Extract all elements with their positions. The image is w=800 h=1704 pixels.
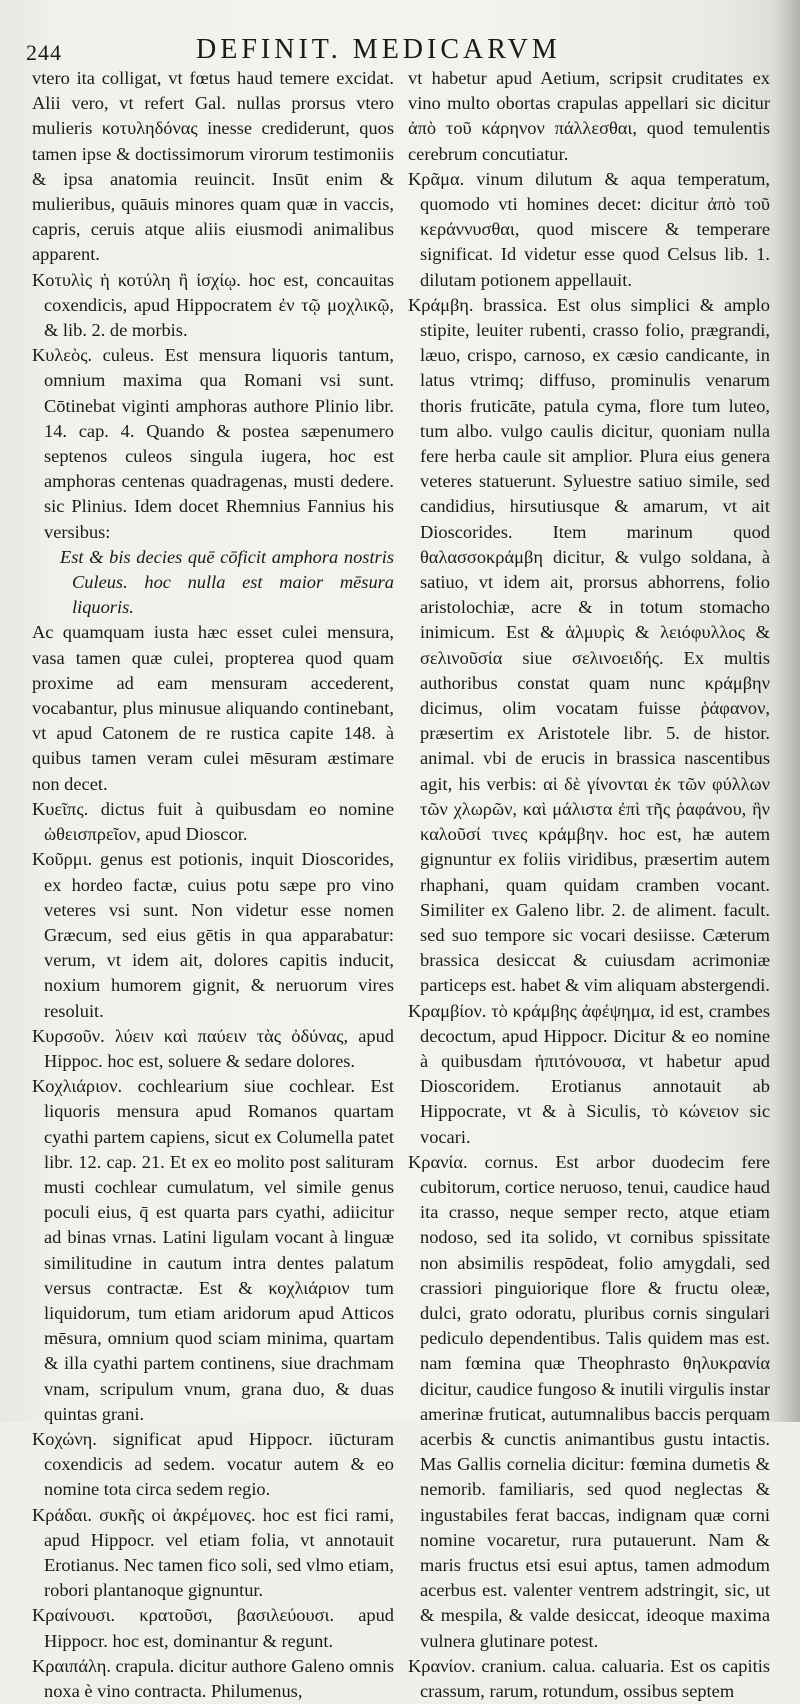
page-header [26, 32, 774, 66]
entry-krania: Κρανία. cornus. Est arbor duodecim fere cubitorum, cortice neruoso, tenui, caudice haud ita crasso, neque semper recto, atque etiam nodoso, sed ita solido, vt cornibus spissitate non absimilis respōdeat, folio amygdali, sed crassiori pinguiorique flore & fructu oleæ, dulci, grato odoratu, pluribus cornis singulari pediculo dependentibus. Talis quidem mas est. nam fœmina quæ Theophrasto θηλυκρανία dicitur, caudice fungoso & inutili virgulis instar amerinæ fruticat, autumnalibus baccis perquam acerbis & cunctis animantibus gustu intactis. Mas Gallis cornelia dicitur: fœmina dumetis & nemorib. familiaris, sed quod neglectas & ingustabiles ferat baccas, indignam quæ corni nomine vocaretur, rura putauerunt. Nam & maris fructus etsi esui aptus, tamen admodum acerbus est. valenter ventrem adstringit, sic, ut & mespila, & valde desiccat, ideoque maxima vulnera glutinare potest. [408, 1151, 770, 1651]
entry-kyleos: Κυλεὸς. culeus. Est mensura liquoris tantum, omnium maxima qua Romani vsi sunt. Cōtinebat viginti amphoras authore Plinio libr. 14. cap. 4. Quando & postea sæpenumero septenos culeos singula iugera, hoc est amphoras centenas quadragenas, musti dedere. sic Plinius. Idem docet Rhemnius Fannius his versibus: [32, 345, 394, 542]
page-number: 244 [26, 40, 62, 65]
entry-kochliarion: Κοχλιάριον. cochlearium siue cochlear. Est liquoris mensura apud Romanos quartam cyathi partem capiens, sicut ex Columella patet libr. 12. cap. 21. Et ex eo molito post salituram musti cochlear cumulatum, vel simile genus poculi eius, q̄ est quarta pars cyathi, adiicitur ad binas vrnas. Latini ligulam vocant à linguæ similitudine in cautum intra dentes palatum versus contractæ. Est & κοχλιάριον tum liquidorum, tum etiam aridorum apud Atticos mēsura, omnium quod sciam minima, quartam & illa cyathi partem continens, siue drachmam vnam, scripulum vnum, grana duo, & duas quintas grani. [32, 1076, 394, 1424]
paragraph: vt habetur apud Aetium, scripsit cruditates ex vino multo obortas crapulas appellari sic dicitur ἀπὸ τοῦ κάρηνον πάλλεσθαι, quod temulentis cerebrum concutiatur. [408, 68, 770, 164]
page-edge-shadow [774, 0, 800, 1422]
entry-kyrsoun: Κυρσοῦν. λύειν καὶ παύειν τὰς ὀδύνας, apud Hippoc. hoc est, soluere & sedare dolores. [32, 1025, 394, 1071]
entry-kotylis: Κοτυλὶς ἡ κοτύλη ἢ ἰσχίῳ. hoc est, concauitas coxendicis, apud Hippocratem ἐν τῷ μοχλικῷ, & lib. 2. de morbis. [32, 269, 394, 341]
paragraph: Ac quamquam iusta hæc esset culei mensura, vasa tamen quæ culei, propterea quod quam proxime ad eam mensuram accederent, vocabantur, plus minusue aliquando continebant, vt apud Catonem de re rustica capite 148. à quibus tamen veram culei mēsuram æstimare non decet. [32, 622, 394, 794]
left-column [32, 66, 394, 1701]
verse-quotation: Est & bis decies quē cōficit amphora nostris Culeus. hoc nulla est maior mēsura liquoris. [60, 546, 394, 618]
entry-krama: Κρᾶμα. vinum dilutum & aqua temperatum, quomodo vti homines decet: dicitur ἀπὸ τοῦ κεράννυσθαι, quod miscere & temperare significat. Id videtur esse quod Celsus lib. 1. dilutam potionem appellauit. [408, 168, 770, 290]
right-column [408, 66, 771, 1701]
entry-kradai: Κράδαι. συκῆς οἱ ἀκρέμονες. hoc est fici rami, apud Hippocr. vel etiam folia, vt annotauit Erotianus. Nec tamen fico soli, sed vlmo etiam, robori plantanoque gignuntur. [32, 1504, 394, 1601]
entry-krambe: Κράμβη. brassica. Est olus simplici & amplo stipite, leuiter rubenti, crasso folio, prægrandi, læuo, crispo, carnoso, ex cæsio candicante, in latus vtrimq; diffuso, prominulis venarum thoris fruticāte, patula cyma, flore tum luteo, tum albo. vulgo caulis dicitur, quoniam nulla fere herba caule sit amplior. Plura eius genera veteres statuerunt. Syluestre satiuo simile, sed candidius, hirsutiusque & amarum, vt ait Dioscorides. Item marinum quod θαλασσοκράμβη dicitur, & vulgo soldana, à satiuo, vt idem ait, prorsus abhorrens, folio aristolochiæ, acre & in totum stomacho inimicum. Est & ἁλμυρὶς & λειόφυλλος & σελινοῦσία siue σελινοειδής. Ex multis authoribus constat quam nunc κράμβην dicimus, olim vocatam fuisse ῥάφανον, præsertim ex Aristotele libr. 5. de histor. animal. vbi de erucis in brassica nascentibus agit, his verbis: αἱ δὲ γίνονται ἐκ τῶν φύλλων τῶν χλωρῶν, καὶ μάλιστα ἐπὶ τῆς ῥαφάνου, ἣν καλοῦσί τινες κράμβην. hoc est, hæ autem gignuntur ex foliis viridibus, præsertim autem rhaphani, quam quidam cramben vocant. Similiter ex Galeno libr. 2. de aliment. facult. sed suo tempore sic vocari desiisse. Cæterum brassica desiccat & cuiusdam acrimoniæ particeps est. habet & vim aliquam abstergendi. [408, 294, 771, 996]
paragraph: vtero ita colligat, vt fœtus haud temere excidat. Alii vero, vt refert Gal. nullas prorsus vtero mulieris κοτυληδόνας inesse crediderunt, quos tamen ipse & doctissimorum virorum testimoniis & ipsa anatomia reuincit. Insūt enim & mulieribus, quāuis minores quam quæ in vaccis, capris, ceruis atque aliis eiusmodi animalibus apparent. [32, 68, 394, 265]
entry-kranion: Κρανίον. cranium. calua. caluaria. Est os capitis crassum, rarum, rotundum, ossibus septem [408, 1655, 770, 1701]
entry-kraipale: Κραιπάλη. crapula. dicitur authore Galeno omnis noxa è vino contracta. Philumenus, [32, 1655, 394, 1701]
entry-kourmi: Κοῦρμι. genus est potionis, inquit Dioscorides, ex hordeo factæ, cuius potu sæpe pro vino veteres vsi sunt. Non videtur esse nomen Græcum, sed eius gētis in qua apparabatur: verum, vt idem ait, dolores capitis inducit, noxium humorem gignit, & neruorum vires resoluit. [32, 849, 394, 1021]
entry-kochone: Κοχώνη. significat apud Hippocr. iūcturam coxendicis ad sedem. vocatur autem & eo nomine tota circa sedem regio. [32, 1428, 394, 1500]
entry-krambion: Κραμβίον. τὸ κράμβης ἀφέψημα, id est, crambes decoctum, apud Hippocr. Dicitur & eo nomine à quibusdam ἠπιτόνουσα, vt habetur apud Dioscoridem. Erotianus annotauit ab Hippocrate, vt & à Siculis, τὸ κώνειον sic vocari. [408, 1000, 770, 1147]
text-columns [32, 66, 771, 1701]
entry-kyeips: Κυεῖπς. dictus fuit à quibusdam eo nomine ὠθεισπρεῖον, apud Dioscor. [32, 798, 394, 845]
running-head: DEFINIT. MEDICARVM [196, 34, 561, 65]
entry-krainousi: Κραίνουσι. κρατοῦσι, βασιλεύουσι. apud Hippocr. hoc est, dominantur & regunt. [32, 1605, 394, 1651]
